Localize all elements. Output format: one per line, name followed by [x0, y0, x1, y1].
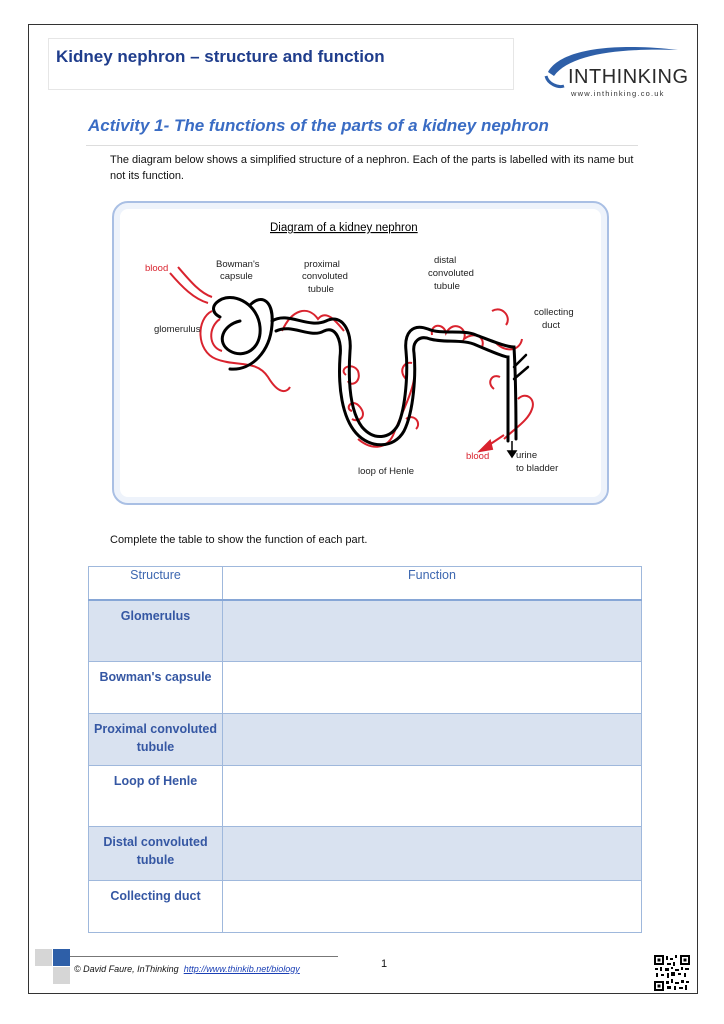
structure-cell: Proximal convoluted tubule — [89, 713, 223, 765]
label-proximal-3: tubule — [308, 284, 334, 295]
logo-text: INTHINKING — [568, 66, 689, 88]
diagram-title: Diagram of a kidney nephron — [270, 222, 418, 234]
label-collecting-2: duct — [542, 320, 560, 331]
nephron-diagram — [112, 201, 609, 505]
footer-credit — [74, 964, 300, 974]
instruction-text: Complete the table to show the function of each part. — [110, 534, 368, 546]
table-row — [89, 661, 642, 713]
table-row — [89, 713, 642, 765]
label-proximal-2: convoluted — [302, 271, 348, 282]
label-urine-1: urine — [516, 450, 538, 461]
qr-code-icon — [654, 955, 690, 991]
structure-cell: Loop of Henle — [89, 765, 223, 826]
function-cell[interactable] — [223, 661, 642, 713]
table-row — [89, 826, 642, 880]
label-collecting-1: collecting — [534, 307, 574, 318]
structure-cell: Distal convoluted tubule — [89, 826, 223, 880]
footer-link[interactable]: http://www.thinkib.net/biology — [183, 964, 300, 974]
label-urine-2: to bladder — [516, 463, 559, 474]
label-distal-1: distal — [434, 255, 457, 266]
label-distal-3: tubule — [434, 281, 460, 292]
divider — [86, 145, 638, 146]
function-cell[interactable] — [223, 826, 642, 880]
label-proximal-1: proximal — [304, 259, 340, 270]
label-loop-of-henle: loop of Henle — [358, 466, 414, 477]
header-structure: Structure — [89, 567, 223, 601]
footer-decor-square — [53, 949, 70, 966]
footer-copyright: © David Faure, InThinking — [74, 964, 179, 974]
afferent-arteriole — [170, 273, 208, 303]
document-title: Kidney nephron – structure and function — [56, 47, 385, 66]
table-header-row — [89, 567, 642, 601]
label-blood-out: blood — [466, 451, 490, 462]
label-blood-in: blood — [145, 263, 169, 274]
table-row — [89, 765, 642, 826]
footer-decor-square — [53, 967, 70, 984]
structure-cell: Glomerulus — [89, 600, 223, 661]
function-cell[interactable] — [223, 880, 642, 932]
footer-divider — [70, 956, 338, 957]
header-function: Function — [223, 567, 642, 601]
tubule-outer — [272, 318, 516, 439]
activity-title: Activity 1- The functions of the parts of a kidney nephron — [88, 116, 549, 135]
label-glomerulus: glomerulus — [154, 324, 201, 335]
label-bowmans-2: capsule — [220, 271, 253, 282]
function-cell[interactable] — [223, 713, 642, 765]
tubule-inner — [276, 329, 508, 445]
function-cell[interactable] — [223, 600, 642, 661]
page-number: 1 — [381, 958, 388, 970]
label-distal-2: convoluted — [428, 268, 474, 279]
structure-cell: Collecting duct — [89, 880, 223, 932]
structure-cell: Bowman's capsule — [89, 661, 223, 713]
intro-text: The diagram below shows a simplified structure of a nephron. Each of the parts is labelled with its name but not its function. — [110, 154, 634, 182]
bowmans-capsule-shape — [214, 297, 261, 353]
table-row — [89, 880, 642, 932]
function-cell[interactable] — [223, 765, 642, 826]
footer-decor-square — [35, 949, 52, 966]
function-table — [88, 566, 642, 933]
logo-url: www.inthinking.co.uk — [571, 89, 665, 98]
label-bowmans-1: Bowman's — [216, 259, 260, 270]
table-row — [89, 600, 642, 661]
